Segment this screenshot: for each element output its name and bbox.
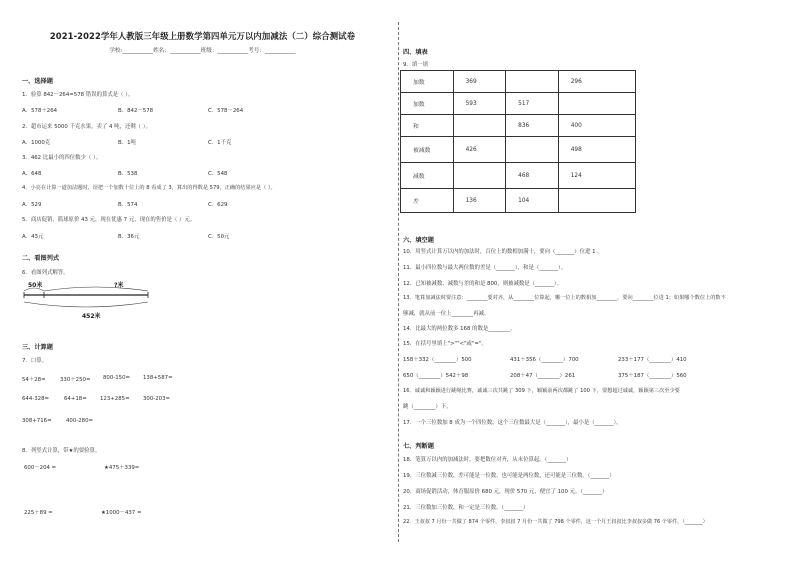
addition-table bbox=[400, 70, 636, 137]
table-cell[interactable] bbox=[558, 189, 635, 213]
question-12: 12．已知被减数、减数与差的和是 800，则被减数是（_______）。 bbox=[403, 281, 563, 287]
compare-item: 158＋332（________）500 bbox=[403, 357, 472, 363]
section-table-heading: 四、填表 bbox=[403, 49, 428, 56]
diagram-unknown-label: ?米 bbox=[114, 282, 124, 289]
vertical-calc-item: 600－204 = bbox=[24, 465, 57, 471]
question-4: 4．小亮在计算一道加法题时，误把一个加数十位上的 8 看成了 3，算出的得数是 579，正确的结果应是（ ）。 bbox=[22, 185, 276, 191]
question-13: 13．笔算加减法时要注意：________要对齐，从________位算起，哪一位上的数相加________，要向________位进 1；如果哪个数位上的数不 bbox=[403, 295, 726, 301]
q1-option-a: A．578＋264 bbox=[22, 108, 58, 114]
question-13-continued: 够减，就从前一位上________再减。 bbox=[403, 311, 490, 317]
table-cell[interactable] bbox=[453, 163, 506, 189]
question-9: 9．填一填 bbox=[403, 62, 428, 68]
compare-item: 650（________）542＋98 bbox=[403, 373, 469, 379]
table-cell: 被减数 bbox=[401, 137, 454, 163]
table-cell: 和 bbox=[401, 115, 454, 137]
calc-item: 64+18= bbox=[64, 396, 87, 402]
section-calc-heading: 三、计算题 bbox=[22, 344, 53, 351]
q5-option-c: C．50元 bbox=[208, 234, 230, 240]
student-info-line: 学校:___________姓名：___________班级：___________考号：___________ bbox=[109, 48, 296, 54]
table-cell[interactable]: 426 bbox=[453, 137, 506, 163]
calc-item: 308+716= bbox=[22, 418, 52, 424]
table-cell[interactable]: 296 bbox=[558, 71, 635, 93]
calc-item: 800-150= bbox=[103, 375, 131, 381]
table-cell[interactable] bbox=[558, 93, 635, 115]
diagram-brace-right bbox=[44, 287, 148, 291]
question-14: 14．比最大的两位数多 168 的数是________。 bbox=[403, 326, 516, 332]
table-cell: 加数 bbox=[401, 71, 454, 93]
q3-option-a: A．648 bbox=[22, 171, 42, 177]
calc-item: 330＋250= bbox=[60, 377, 91, 383]
section-picture-heading: 二、看图列式 bbox=[22, 255, 60, 262]
question-5: 5．商店促销，篮球原价 43 元，现在优惠 7 元，现在的售价是（ ）元。 bbox=[22, 217, 196, 223]
q2-option-a: A．1000克 bbox=[22, 140, 51, 146]
diagram-part-label: 50米 bbox=[28, 282, 43, 289]
question-19: 19．三位数减三位数，差可能是一位数，也可能是两位数，还可能是三位数。（_______） bbox=[403, 473, 615, 479]
q4-option-c: C．629 bbox=[208, 202, 228, 208]
q5-option-b: B．36元 bbox=[118, 234, 140, 240]
q1-option-c: C．578－264 bbox=[208, 108, 244, 114]
table-cell[interactable] bbox=[506, 71, 559, 93]
section-choice-heading: 一、选择题 bbox=[22, 78, 53, 85]
compare-item: 431＋356（________）700 bbox=[510, 357, 579, 363]
table-cell[interactable]: 593 bbox=[453, 93, 506, 115]
calc-item: 400-280= bbox=[66, 418, 94, 424]
exam-title: 2021-2022学年人教版三年级上册数学第四单元万以内加减法（二）综合测试卷 bbox=[49, 31, 356, 41]
q2-option-b: B．1吨 bbox=[118, 140, 136, 146]
q4-option-b: B．574 bbox=[118, 202, 138, 208]
calc-item: 300-203= bbox=[143, 396, 171, 402]
table-cell[interactable]: 517 bbox=[506, 93, 559, 115]
calc-item: 138+587= bbox=[143, 375, 173, 381]
table-cell[interactable]: 498 bbox=[558, 137, 635, 163]
question-8: 8．列竖式计算，带★的要验算。 bbox=[22, 448, 101, 454]
section-fill-heading: 六、填空题 bbox=[403, 237, 434, 244]
q3-option-b: B．538 bbox=[118, 171, 138, 177]
question-18: 18．笔算万以内的加减法时，要把数位对齐，从末位算起。（_______） bbox=[403, 457, 572, 463]
question-11: 11．最小四位数与最大两位数的差是（_______），和是（_______）。 bbox=[403, 265, 567, 271]
question-22: 22．王叔叔 7 月份一共做了 874 个零件，李叔叔 7 月份一共做了 798 个零件，这一个月王叔叔比李叔叔多做 76 个零件。（_______） bbox=[403, 519, 708, 525]
question-17: 17．一个三位数加 8 成为一个四位数，这个三位数最大是（_______），最小是（_______）。 bbox=[403, 420, 622, 426]
calc-item: 54＋28= bbox=[22, 377, 46, 383]
table-cell[interactable]: 468 bbox=[506, 163, 559, 189]
compare-item: 233＋177（________）410 bbox=[618, 357, 687, 363]
calc-item: 123+285= bbox=[100, 396, 130, 402]
question-6: 6．看图列式解答。 bbox=[22, 270, 69, 276]
segment-diagram bbox=[20, 278, 170, 322]
question-2: 2．超市运来 5000 千克水果，卖了 4 吨，还剩（ ）。 bbox=[22, 124, 151, 130]
vertical-calc-item: 225＋89 = bbox=[24, 510, 53, 516]
compare-item: 208＋47（________）261 bbox=[510, 373, 576, 379]
question-20: 20．商场促销活动，体育服原价 680 元，现价 570 元，便宜了 100 元。（_______） bbox=[403, 489, 608, 495]
vertical-calc-item: ★1000－437 = bbox=[101, 510, 142, 516]
diagram-brace-bottom bbox=[24, 302, 148, 307]
vertical-calc-item: ★475＋339= bbox=[104, 465, 140, 471]
question-1: 1．验算 842－264=578 错误的算式是（ ）。 bbox=[22, 92, 134, 98]
q1-option-b: B．842－578 bbox=[118, 108, 154, 114]
question-10: 10．用竖式计算万以内的加法时，百位上的数相加满十，要向（_______）位进 1 。 bbox=[403, 249, 603, 255]
q5-option-a: A．43元 bbox=[22, 234, 44, 240]
question-21: 21．三位数加三位数，和一定是三位数。（_______） bbox=[403, 505, 529, 511]
table-cell[interactable]: 136 bbox=[453, 189, 506, 213]
table-cell: 差 bbox=[401, 189, 454, 213]
table-cell: 减数 bbox=[401, 163, 454, 189]
table-cell[interactable]: 124 bbox=[558, 163, 635, 189]
question-3: 3．462 比最小的四位数少（ ）。 bbox=[22, 155, 102, 161]
subtraction-table bbox=[400, 136, 636, 213]
q4-option-a: A．529 bbox=[22, 202, 42, 208]
column-divider bbox=[398, 22, 399, 542]
compare-item: 375＋187（________）560 bbox=[618, 373, 687, 379]
question-7: 7．口算。 bbox=[22, 358, 47, 364]
section-judge-heading: 七、判断题 bbox=[403, 443, 434, 450]
question-15: 15．在括号里填上">""<"或"="。 bbox=[403, 341, 487, 347]
table-cell[interactable]: 836 bbox=[506, 115, 559, 137]
q3-option-c: C．548 bbox=[208, 171, 228, 177]
question-16-continued: 跳（________）下。 bbox=[403, 404, 452, 410]
calc-item: 644-328= bbox=[22, 396, 50, 402]
table-cell[interactable] bbox=[453, 115, 506, 137]
table-cell[interactable]: 400 bbox=[558, 115, 635, 137]
table-cell: 加数 bbox=[401, 93, 454, 115]
table-cell[interactable]: 369 bbox=[453, 71, 506, 93]
table-cell[interactable]: 104 bbox=[506, 189, 559, 213]
question-16: 16．诚诚和颖颖进行跳绳比赛，诚诚三次共跳了 309 下，颖颖前两次都跳了 100 下，要想超过诚诚，颖颖第三次至少要 bbox=[403, 388, 680, 394]
diagram-total-label: 452米 bbox=[82, 313, 101, 320]
q2-option-c: C．1千克 bbox=[208, 140, 232, 146]
table-cell[interactable] bbox=[506, 137, 559, 163]
